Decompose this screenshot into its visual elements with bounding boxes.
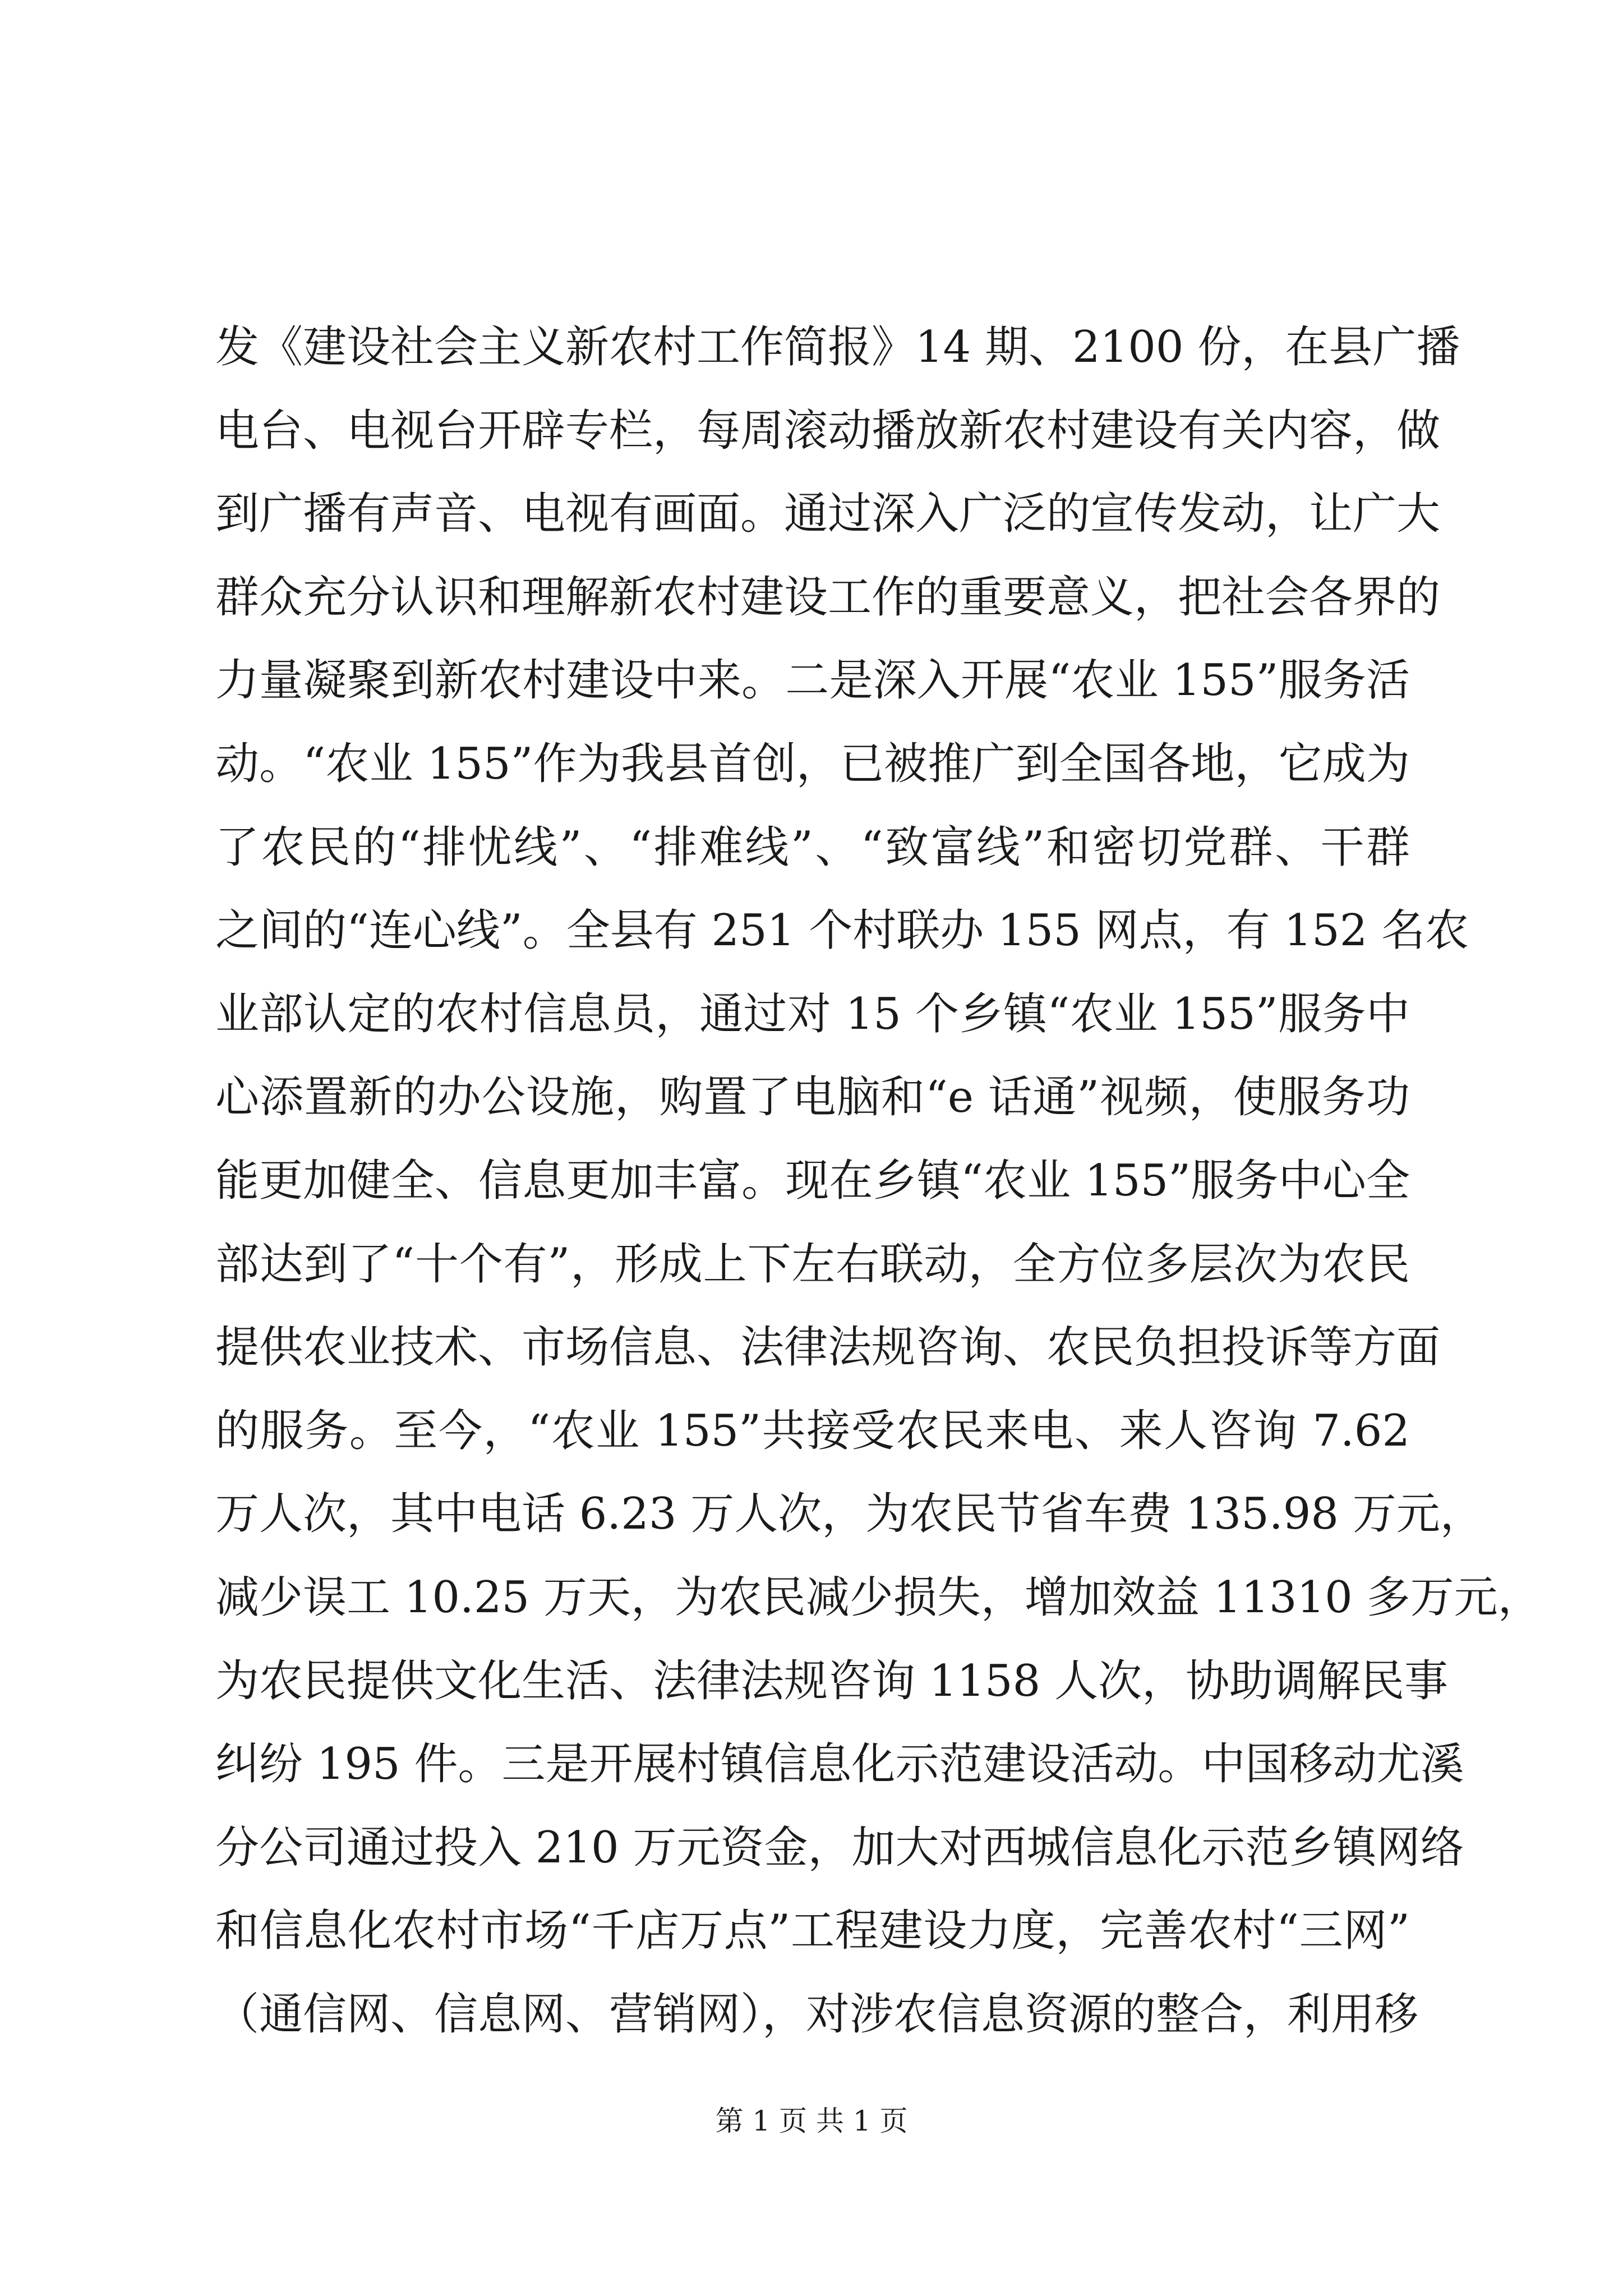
text-line: 万人次，其中电话 6.23 万人次，为农民节省车费 135.98 万元，: [215, 1489, 1484, 1540]
text-line: 了农民的“排忧线”、“排难线”、“致富线”和密切党群、干群: [215, 822, 1410, 873]
text-line: 纠纷 195 件。三是开展村镇信息化示范建设活动。中国移动尤溪: [215, 1739, 1464, 1790]
text-line: 心添置新的办公设施，购置了电脑和“e 话通”视频，使服务功: [215, 1072, 1410, 1123]
text-line: 业部认定的农村信息员，通过对 15 个乡镇“农业 155”服务中: [215, 988, 1410, 1039]
text-line: 减少误工 10.25 万天，为农民减少损失，增加效益 11310 多万元，: [215, 1572, 1542, 1623]
text-line: 群众充分认识和理解新农村建设工作的重要意义，把社会各界的: [215, 572, 1441, 623]
text-line: 提供农业技术、市场信息、法律法规咨询、农民负担投诉等方面: [215, 1322, 1441, 1373]
text-line: 的服务。至今，“农业 155”共接受农民来电、来人咨询 7.62: [215, 1405, 1410, 1456]
text-line: 能更加健全、信息更加丰富。现在乡镇“农业 155”服务中心全: [215, 1155, 1410, 1206]
text-line: 动。“农业 155”作为我县首创，已被推广到全国各地，它成为: [215, 738, 1410, 789]
page-footer: 第 1 页 共 1 页: [715, 2105, 908, 2137]
text-line: 之间的“连心线”。全县有 251 个村联办 155 网点，有 152 名农: [215, 905, 1469, 956]
text-line: 电台、电视台开辟专栏，每周滚动播放新农村建设有关内容，做: [215, 405, 1441, 456]
text-line: （通信网、信息网、营销网），对涉农信息资源的整合，利用移: [215, 1989, 1419, 2040]
text-line: 为农民提供文化生活、法律法规咨询 1158 人次，协助调解民事: [215, 1655, 1449, 1706]
text-line: 力量凝聚到新农村建设中来。二是深入开展“农业 155”服务活: [215, 655, 1410, 706]
body-text: [215, 306, 1542, 2056]
text-line: 部达到了“十个有”，形成上下左右联动，全方位多层次为农民: [215, 1239, 1410, 1290]
text-line: 和信息化农村市场“千店万点”工程建设力度，完善农村“三网”: [215, 1906, 1410, 1957]
text-line: 到广播有声音、电视有画面。通过深入广泛的宣传发动，让广大: [215, 489, 1441, 540]
text-line: 发《建设社会主义新农村工作简报》14 期、2100 份，在县广播: [215, 322, 1460, 372]
text-line: 分公司通过投入 210 万元资金，加大对西城信息化示范乡镇网络: [215, 1822, 1464, 1873]
